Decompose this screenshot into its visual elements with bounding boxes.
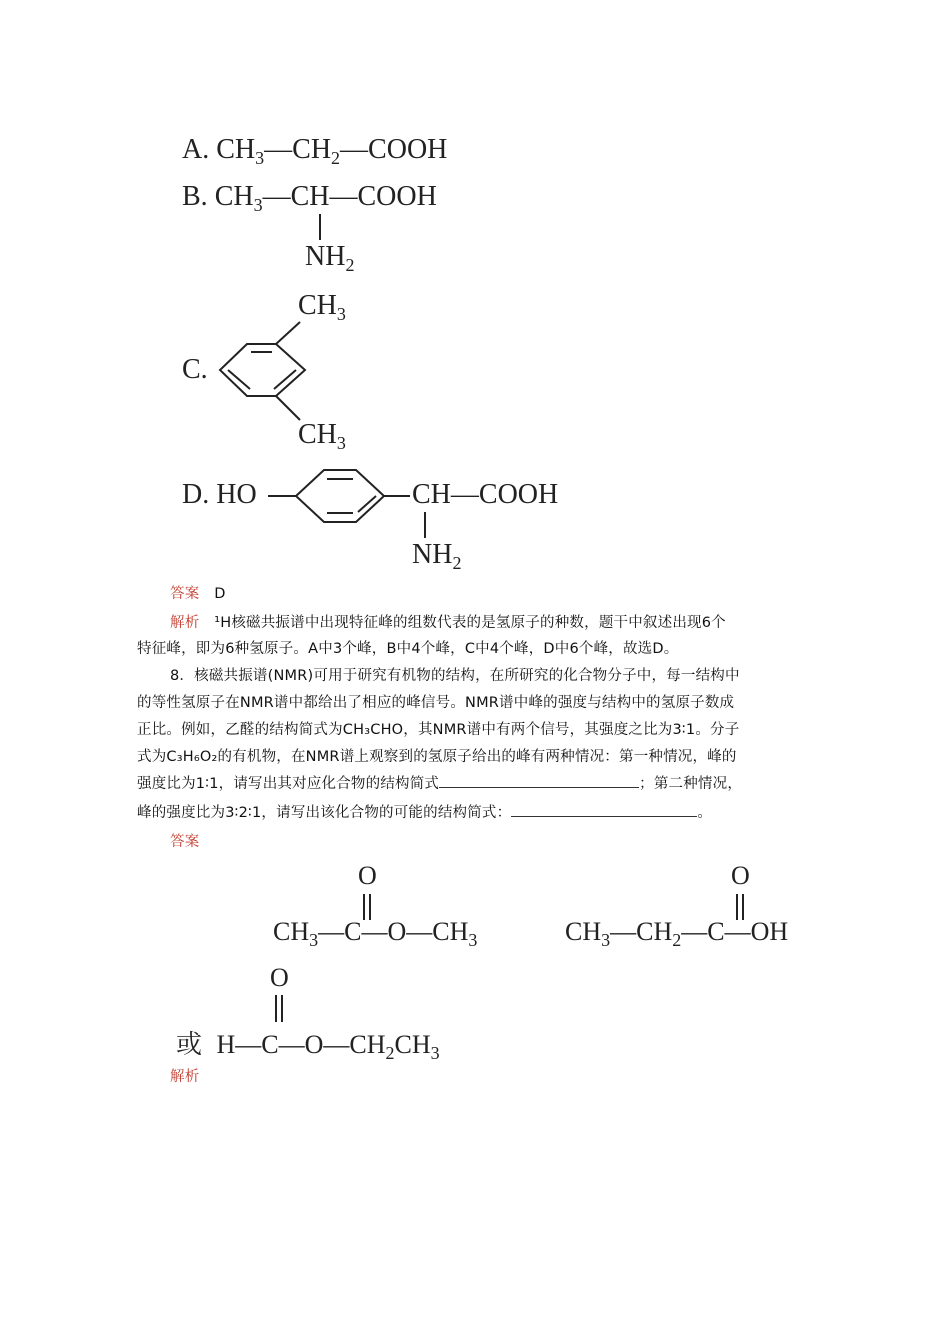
option-d-letter: D. (182, 479, 210, 510)
analysis7-text1: ¹H核磁共振谱中出现特征峰的组数代表的是氢原子的种数，题干中叙述出现6个 (214, 615, 726, 631)
answer8-label: 答案 (170, 834, 200, 850)
q8-line5 (137, 772, 742, 793)
q8-line1: 8．核磁共振谱(NMR)可用于研究有机物的结构，在所研究的化合物分子中，每一结构中 (170, 668, 740, 684)
structure-3-line (176, 1024, 440, 1064)
answer-blank-2[interactable] (511, 802, 697, 817)
s3-oxygen: O (270, 963, 289, 992)
q8-line4: 式为C₃H₆O₂的有机物，在NMR谱上观察到的氢原子给出的峰有两种情况：第一种情况，峰的 (137, 749, 737, 765)
q8-line5-tail: ；第二种情况， (639, 776, 743, 792)
answer7 (170, 582, 226, 603)
option-c-top-ch3: $CH_3$ (298, 290, 346, 324)
option-d-nh2: $NH_2$ (412, 539, 462, 573)
q8-line6-tail: 。 (697, 805, 713, 821)
or-word: 或 (176, 1030, 203, 1059)
option-d-chain: CH—COOH (412, 479, 559, 510)
s1-oxygen: O (358, 861, 377, 890)
answer-blank-1[interactable] (439, 773, 639, 788)
analysis8-label: 解析 (170, 1069, 200, 1085)
structure-3: $H—C—O—CH_2CH_3$ (216, 1030, 440, 1063)
option-b-nh2: $NH_2$ (305, 241, 355, 275)
option-a-formula: $CH_3—CH_2—COOH$ (216, 134, 448, 168)
option-b-formula: $CH_3—CH—COOH$ (214, 181, 437, 215)
analysis7-label: 解析 (170, 615, 200, 631)
q8-line6 (137, 801, 712, 822)
answer7-value: D (214, 586, 226, 602)
q8-line3: 正比。例如，乙醛的结构简式为CH₃CHO，其NMR谱中有两个信号，其强度之比为3∶1。分子 (137, 722, 740, 738)
analysis7-line2: 特征峰，即为6种氢原子。A中3个峰，B中4个峰，C中4个峰，D中6个峰，故选D。 (137, 641, 679, 657)
option-c-bottom-ch3: $CH_3$ (298, 419, 346, 453)
q8-line5-text: 强度比为1∶1，请写出其对应化合物的结构简式 (137, 776, 440, 792)
q8-line6-text: 峰的强度比为3∶2∶1，请写出该化合物的可能的结构简式： (137, 805, 512, 821)
option-a-letter: A. (182, 134, 210, 165)
answer7-label: 答案 (170, 586, 200, 602)
option-b-letter: B. (182, 181, 208, 212)
structure-2: $CH_3—CH_2—C—OH$ (565, 917, 789, 950)
s2-oxygen: O (731, 861, 750, 890)
option-c-letter: C. (182, 354, 208, 385)
analysis7-line1 (170, 611, 726, 632)
structure-1: $CH_3—C—O—CH_3$ (273, 917, 478, 950)
q8-line2: 的等性氢原子在NMR谱中都给出了相应的峰信号。NMR谱中峰的强度与结构中的氢原子数成 (137, 695, 735, 711)
option-d-ho: HO (216, 479, 257, 510)
